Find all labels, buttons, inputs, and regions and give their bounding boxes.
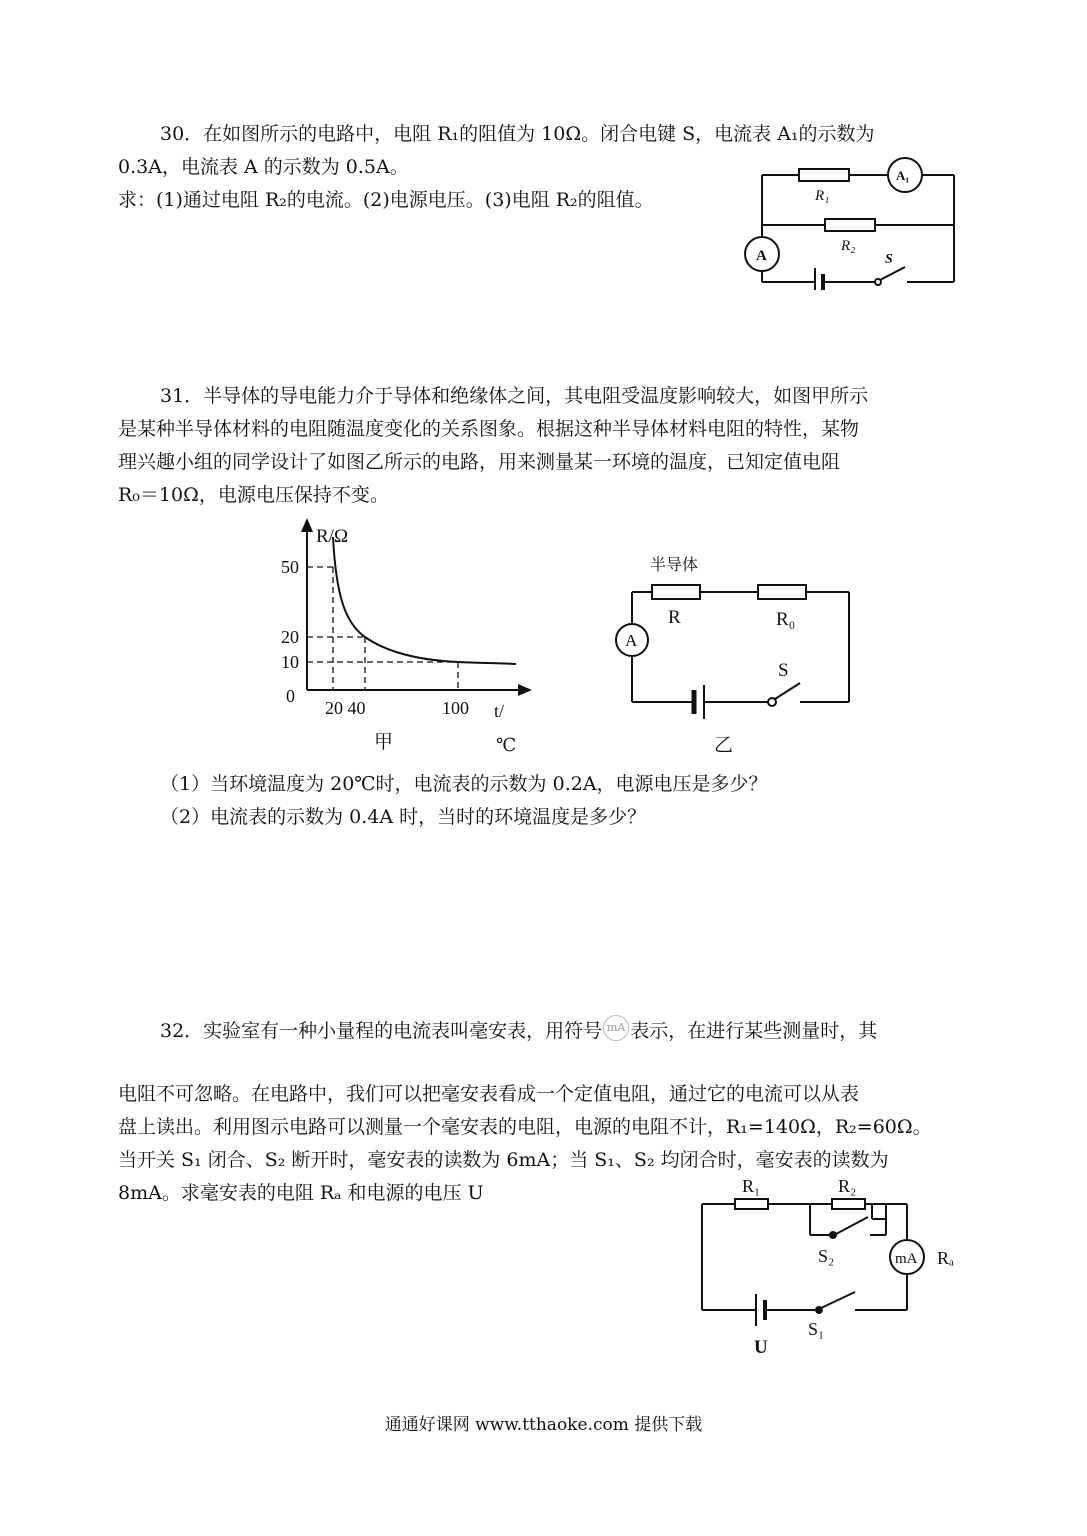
q30-a1-label: A₁ xyxy=(896,168,910,183)
q31-sub2: （2）电流表的示数为 0.4A 时，当时的环境温度是多少？ xyxy=(160,806,647,828)
q32-line1b: 表示，在进行某些测量时，其 xyxy=(630,1020,878,1042)
q30-a-label: A xyxy=(756,248,767,264)
q32-line4: 当开关 S₁ 闭合、S₂ 断开时，毫安表的读数为 6mA；当 S₁、S₂ 均闭合时，毫安表的读数为 xyxy=(118,1149,889,1171)
q30-r2-label: R₂ xyxy=(841,238,856,254)
q31-semiconductor-label: 半导体 xyxy=(650,557,699,574)
q31-graph-xtick-20-40: 20 40 xyxy=(325,698,366,718)
q31-line1: 31．半导体的导电能力介于导体和绝缘体之间，其电阻受温度影响较大，如图甲所示 xyxy=(160,385,869,407)
q32-ra-label: Rₐ xyxy=(937,1248,954,1268)
q32-r1-label: R₁ xyxy=(742,1176,761,1196)
q32-line1a: 32．实验室有一种小量程的电流表叫毫安表，用符号 xyxy=(160,1020,603,1042)
q30-circuit-diagram xyxy=(735,155,965,290)
q31-r0-label: R₀ xyxy=(776,609,796,630)
q31-ammeter-label: A xyxy=(625,631,638,650)
q30-r1-label: R₁ xyxy=(815,188,830,204)
q32-line1 xyxy=(118,1015,968,1048)
q31-subquestions xyxy=(160,768,960,834)
q31-graph-xlabel-top: t/ xyxy=(494,701,505,721)
q32-line5: 8mA。求毫安表的电阻 Rₐ 和电源的电压 U xyxy=(118,1182,484,1204)
q31-switch-label: S xyxy=(778,660,789,681)
q31-circuit-yi xyxy=(600,545,870,760)
milliammeter-symbol-icon xyxy=(603,1015,629,1041)
q32-u-label: U xyxy=(754,1337,768,1358)
q32-symbol-text: mA xyxy=(607,1021,626,1034)
q31-line4: R₀＝10Ω，电源电压保持不变。 xyxy=(118,484,389,506)
q31-graph-ytick-20: 20 xyxy=(281,627,299,647)
q31-graph-ytick-50: 50 xyxy=(281,557,299,577)
q30-line1: 30．在如图所示的电路中，电阻 R₁的阻值为 10Ω。闭合电键 S，电流表 A₁的示数为 xyxy=(160,123,875,145)
q31-graph-caption: 甲 xyxy=(374,732,394,753)
q30-s-label: S xyxy=(885,252,893,267)
q32-s1-label: S₁ xyxy=(808,1319,825,1339)
question-31 xyxy=(118,380,968,512)
q31-graph-ylabel: R/Ω xyxy=(316,526,349,547)
q31-circuit-caption: 乙 xyxy=(714,735,734,756)
q31-line2: 是某种半导体材料的电阻随温度变化的关系图象。根据这种半导体材料电阻的特性，某物 xyxy=(118,418,860,440)
q31-graph-ytick-10: 10 xyxy=(281,652,299,672)
q32-circuit-diagram xyxy=(690,1170,980,1365)
q31-graph-ytick-0: 0 xyxy=(286,686,295,706)
page-footer: 通通好课网 www.tthaoke.com 提供下载 xyxy=(384,1415,703,1435)
q31-line3: 理兴趣小组的同学设计了如图乙所示的电路，用来测量某一环境的温度，已知定值电阻 xyxy=(118,451,841,473)
q32-spacer xyxy=(118,1048,968,1078)
q32-r2-label: R₂ xyxy=(838,1176,857,1196)
q31-graph-xlabel-bottom: ℃ xyxy=(496,735,517,755)
q31-sub1: （1）当环境温度为 20℃时，电流表的示数为 0.2A，电源电压是多少？ xyxy=(160,773,768,795)
q31-graph-xtick-100: 100 xyxy=(442,698,469,718)
q31-graph-jia xyxy=(270,515,560,760)
q30-line3: 求：(1)通过电阻 R₂的电流。(2)电源电压。(3)电阻 R₂的阻值。 xyxy=(118,189,654,211)
q32-line2: 电阻不可忽略。在电路中，我们可以把毫安表看成一个定值电阻，通过它的电流可以从表 xyxy=(118,1083,860,1105)
q31-r-label: R xyxy=(668,607,681,628)
q32-ma-label: mA xyxy=(895,1251,918,1267)
q30-line2: 0.3A，电流表 A 的示数为 0.5A。 xyxy=(118,156,409,178)
q32-line3: 盘上读出。利用图示电路可以测量一个毫安表的电阻，电源的电阻不计，R₁=140Ω，R₂=60Ω。 xyxy=(118,1116,932,1138)
q32-s2-label: S₂ xyxy=(818,1246,835,1266)
